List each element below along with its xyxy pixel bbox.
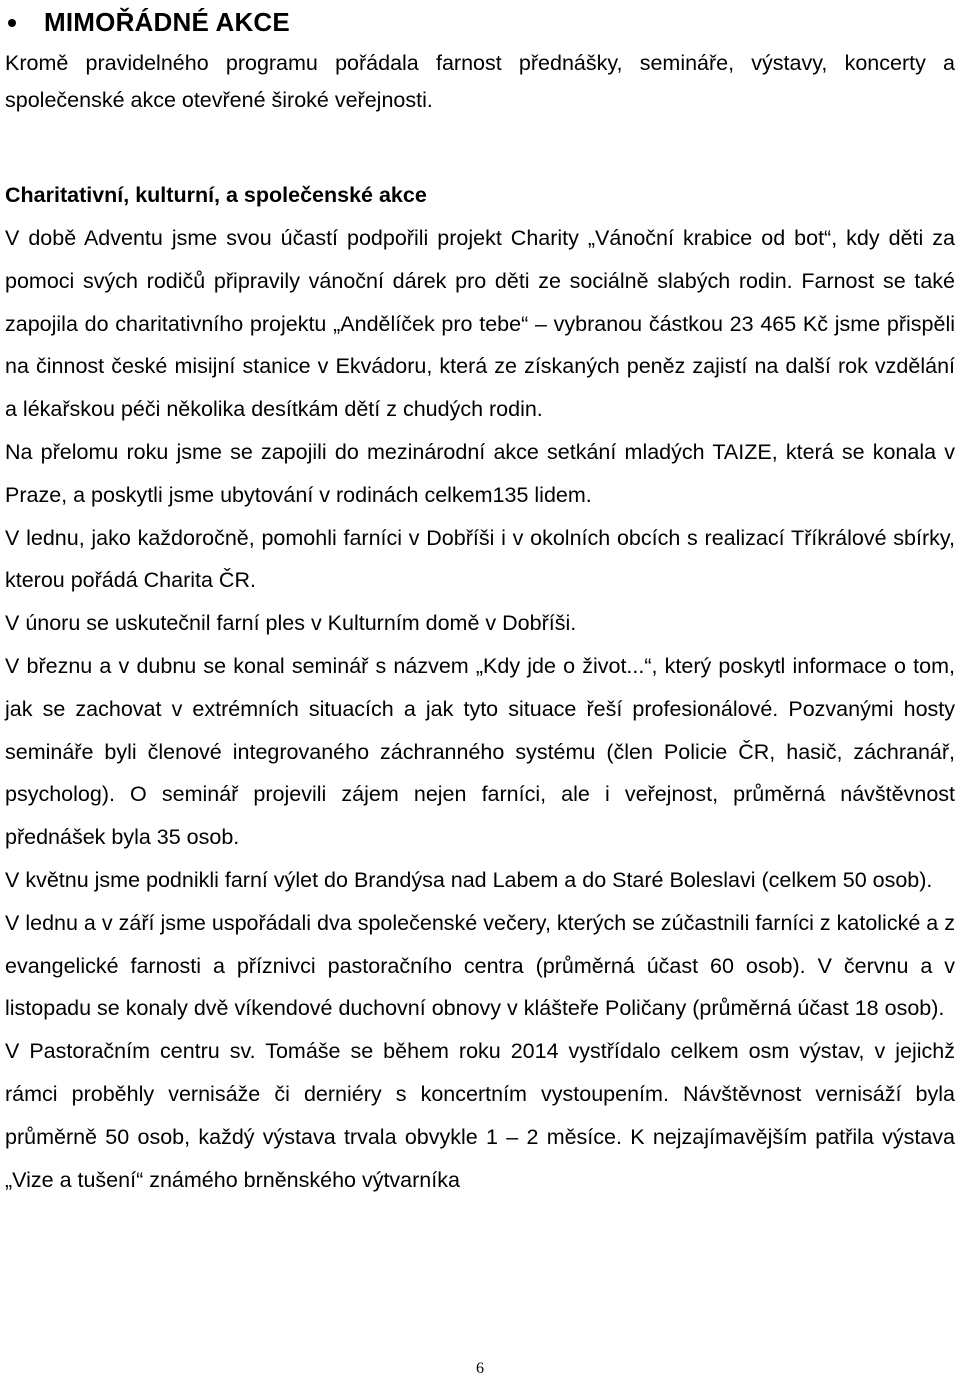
paragraph-seminar: V březnu a v dubnu se konal seminář s názvem „Kdy jde o život...“, který poskytl informace o tom, jak se zachovat v extrémních situacích a jak tyto situace řeší profesionálové. Pozvanými hosty semináře byli členové integrovaného záchranného systému (člen Policie ČR, hasič, záchranář, psycholog). O seminář projevili zájem nejen farníci, ale i veřejnost, průměrná návštěvnost přednášek byla 35 osob. (5, 653, 955, 850)
section-heading: MIMOŘÁDNÉ AKCE (44, 6, 290, 37)
subheading: Charitativní, kulturní, a společenské akce (5, 183, 427, 207)
page-number: 6 (476, 1360, 484, 1377)
paragraph-advent: V době Adventu jsme svou účastí podpořili projekt Charity „Vánoční krabice od bot“, kdy děti za pomoci svých rodičů připravily vánoční dárek pro děti ze sociálně slabých rodin. Farnost se také zapojila do charitativního projektu „Andělíček pro tebe“ – vybranou částkou 23 465 Kč jsme přispěli na činnost české misijní stanice v Ekvádoru, která ze získaných peněz zajistí na další rok vzdělání a lékařskou péči několika desítkám dětí z chudých rodin. (5, 226, 955, 422)
paragraph-farni-ples: V únoru se uskutečnil farní ples v Kulturním domě v Dobříši. (5, 611, 577, 636)
body-text (5, 217, 955, 1201)
paragraph-spolecenske-vecery: V lednu a v září jsme uspořádali dva společenské večery, kterých se zúčastnili farníci z katolické a z evangelické farnosti a příznivci pastoračního centra (průměrná účast 60 osob). V červnu a v listopadu se konaly dvě víkendové duchovní obnovy v klášteře Poličany (průměrná účast 18 osob). (5, 910, 955, 1021)
section-heading-row (8, 2, 290, 42)
paragraph-vylet: V květnu jsme podnikli farní výlet do Brandýsa nad Labem a do Staré Boleslavi (celkem 50 osob). (5, 867, 933, 892)
intro-paragraph: Kromě pravidelného programu pořádala farnost přednášky, semináře, výstavy, koncerty a společenské akce otevřené široké veřejnosti. (5, 51, 955, 112)
bullet-icon (8, 19, 16, 27)
paragraph-taize: Na přelomu roku jsme se zapojili do mezinárodní akce setkání mladých TAIZE, která se konala v Praze, a poskytli jsme ubytování v rodinách celkem135 lidem. (5, 439, 955, 507)
paragraph-trikralova-sbirka: V lednu, jako každoročně, pomohli farníci v Dobříši i v okolních obcích s realizací Tříkrálové sbírky, kterou pořádá Charita ČR. (5, 525, 955, 593)
paragraph-vystavy: V Pastoračním centru sv. Tomáše se během roku 2014 vystřídalo celkem osm výstav, v jejichž rámci proběhly vernisáže či derniéry s koncertním vystoupením. Návštěvnost vernisáží byla průměrně 50 osob, každý výstava trvala obvykle 1 – 2 měsíce. K nejzajímavějším patřila výstava „Vize a tušení“ známého brněnského výtvarníka (5, 1039, 955, 1192)
